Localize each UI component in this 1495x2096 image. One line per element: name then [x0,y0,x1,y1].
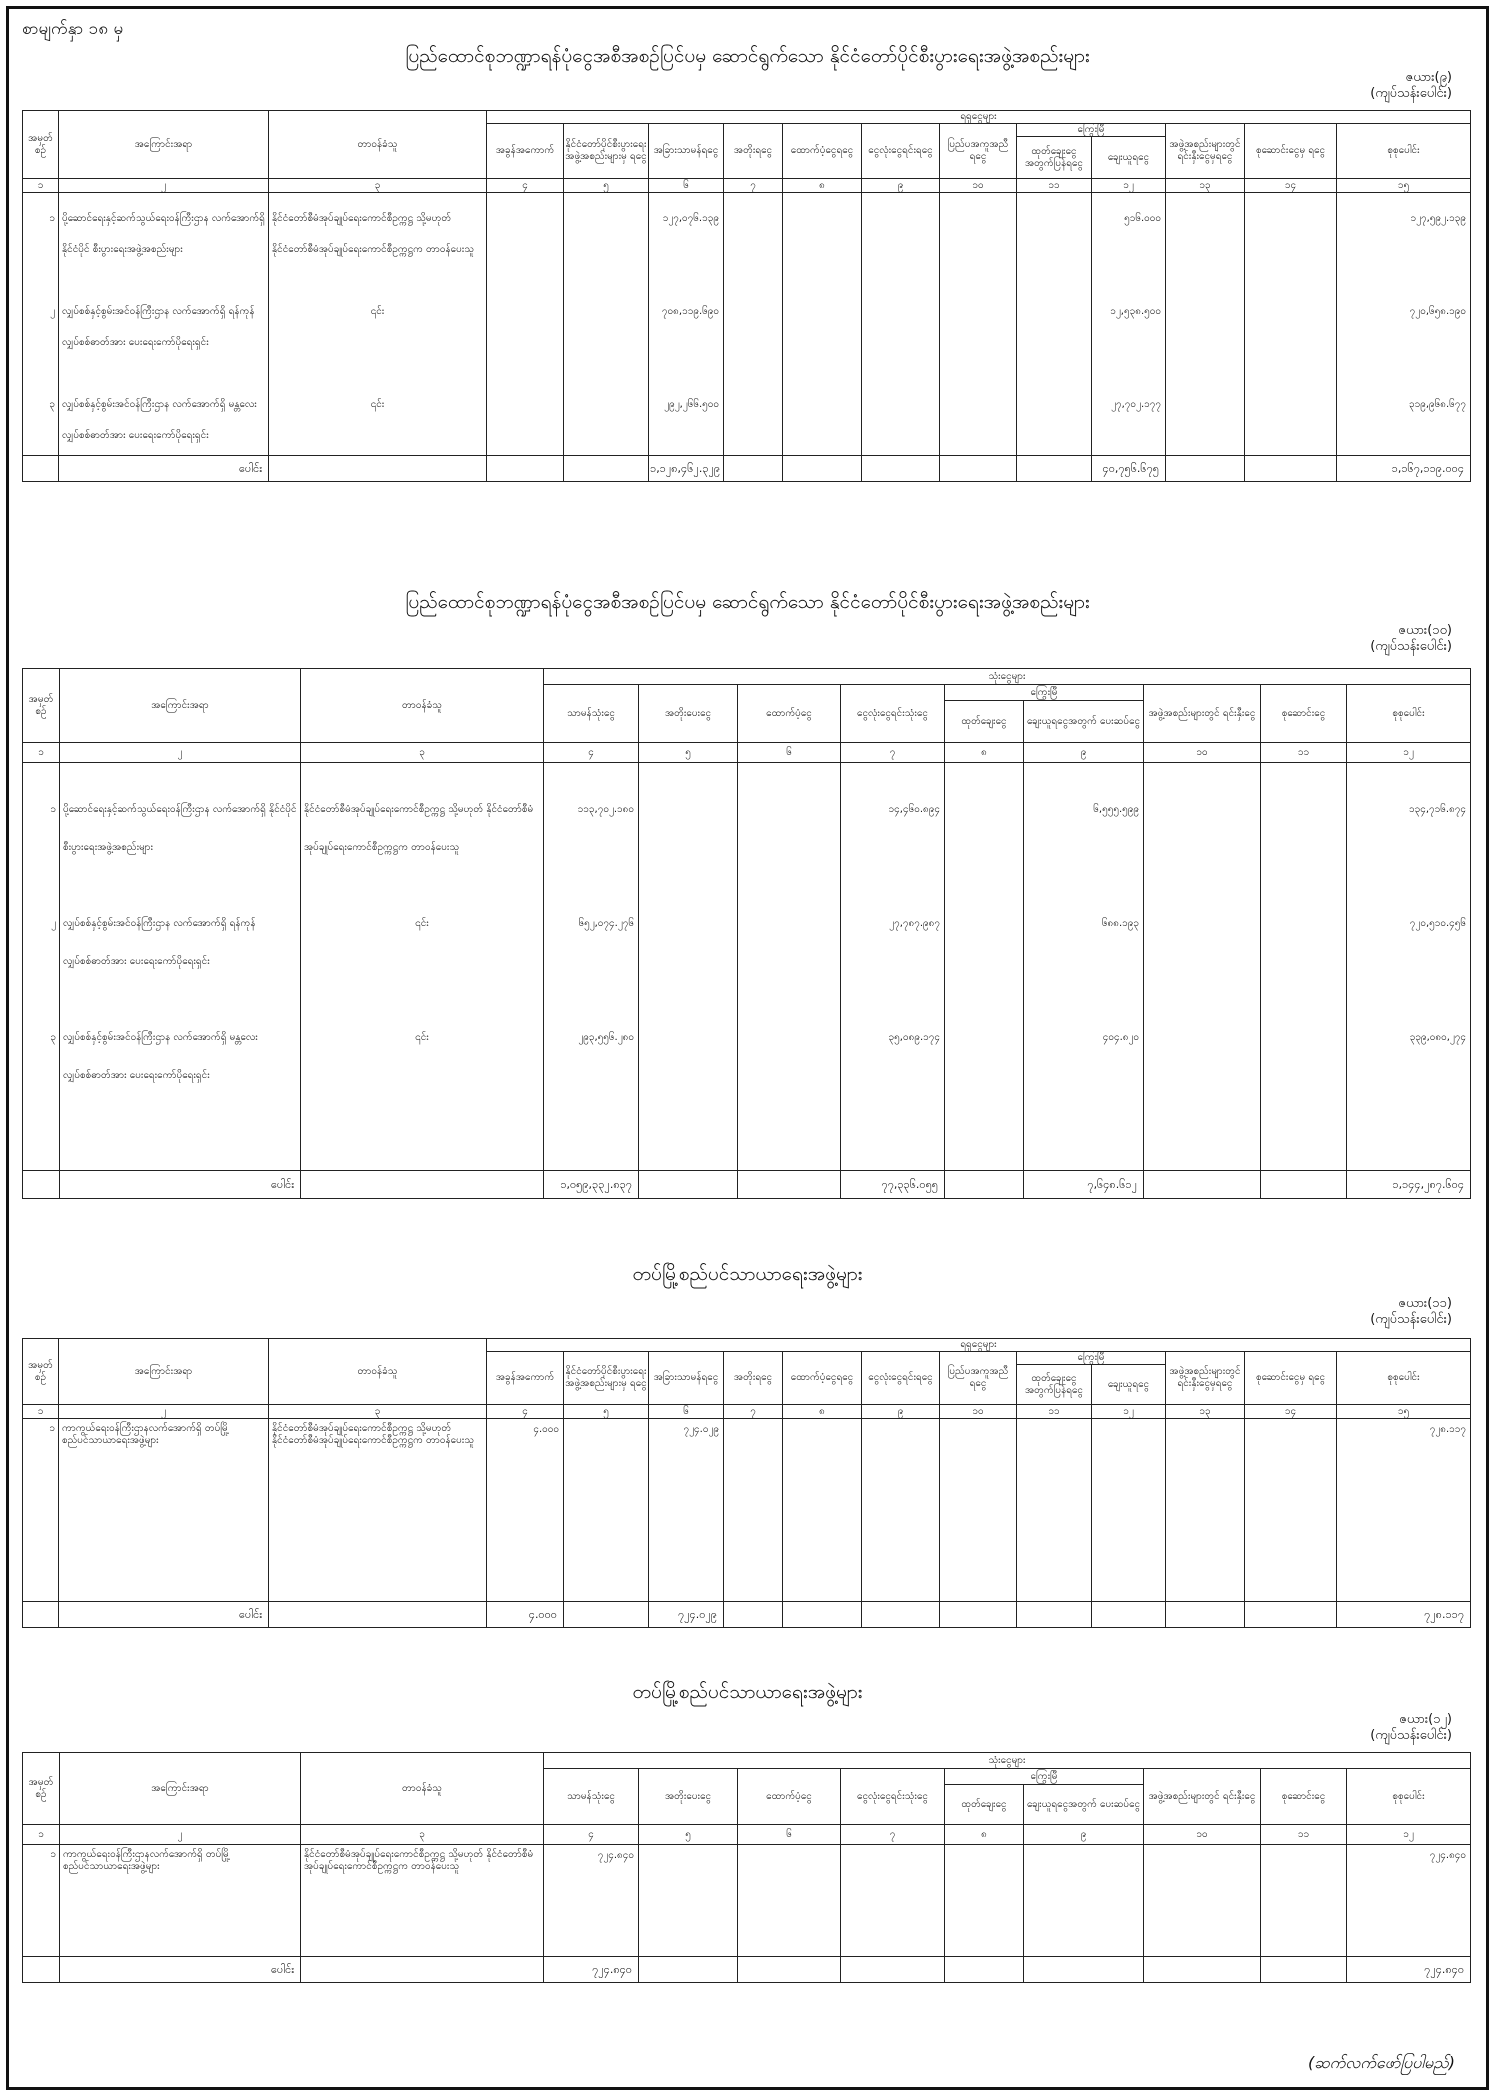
table-row: ၁ ၂ ၃ ပို့ဆောင်ရေးနှင့်ဆက်သွယ်ရေးဝန်ကြီးဌာန လက်အောက်ရှိ နိုင်ငံပိုင် စီးပွားရေးအဖွဲ့အစည်းများ လျှပ်စစ်နှင့်စွမ်းအင်ဝန်ကြီးဌာန လက်အောက်ရှိ ရန်ကုန်လျှပ်စစ်ဓာတ်အား ပေးရေးကော်ပိုရေးရှင်း လျှပ်စစ်နှင့်စွမ်းအင်ဝန်ကြီးဌာန လက်အောက်ရှိ မန္တလေးလျှပ်စစ်ဓာတ်အား ပေးရေးကော်ပိုရေးရှင်း နိုင်ငံတော်စီမံအုပ်ချုပ်ရေးကောင်စီဥက္ကဋ္ဌ သို့မဟုတ် နိုင်ငံတော်စီမံအုပ်ချုပ်ရေးကောင်စီဥက္ကဋ္ဌက တာဝန်ပေးသူ ၎င်း ၎င်း ၁၂၇,၀၇၆.၁၃၉ ၇၀၈,၁၁၉.၆၉၀ ၂၉၂,၂၆၆.၅၀၀ ၅၁၆.၀၀၀ ၁၂,၅၃၈.၅၀၀ ၂၇,၇၀၂.၁၇၇ ၁၂၇,၅၉၂.၁၃၉ ၇၂၀,၆၅၈.၁၉၀ ၃၁၉,၉၆၈.၆၇၇ [23,193,1471,456]
col-header: နိုင်ငံတော်ပိုင်စီးပွားရေးအဖွဲ့အစည်းများမှ ရငွေ [564,1352,649,1405]
table-row: ၁ ကာကွယ်ရေးဝန်ကြီးဌာနလက်အောက်ရှိ တပ်မြို့စည်ပင်သာယာရေးအဖွဲ့များ နိုင်ငံတော်စီမံအုပ်ချုပ်ရေးကောင်စီဥက္ကဋ္ဌ သို့မဟုတ် နိုင်ငံတော်စီမံအုပ်ချုပ်ရေးကောင်စီဥက္ကဋ္ဌက တာဝန်ပေးသူ ၄.၀၀၀ ၇၂၄.၀၂၉ ၇၂၈.၁၁၇ [23,1419,1471,1602]
col-header: အဖွဲ့အစည်းများတွင် ရင်းနှီးငွေ [1144,685,1261,743]
col-header: သာမန်သုံးငွေ [544,685,639,743]
total-row: ပေါင်း ၁,၁၂၈,၄၆၂.၃၂၉ ၄၀,၇၅၆.၆၇၅ ၁,၁၆၇,၁၁၉.၀၀၄ [23,456,1471,482]
schedule-label: ဇယား(၉) (ကျပ်သန်းပေါင်း) [1370,70,1452,101]
col-serial: အမှတ်စဉ် [23,669,60,743]
column-number-row: ၁ ၂ ၃ ၄ ၅ ၆ ၇ ၈ ၉ ၁၀ ၁၁ ၁၂ [23,1825,1471,1845]
col-header: အတိုးရငွေ [724,1352,783,1405]
col-header: စုဆောင်းငွေ [1261,685,1347,743]
expense-group-header: သုံးငွေများ [544,1753,1471,1769]
total-row: ပေါင်း ၁,၀၅၉,၃၃၂.၈၃၇ ၇၇,၃၃၆.၀၅၅ ၇,၆၄၈.၆၁၂ ၁,၁၄၄,၂၈၇.၆၀၄ [23,1171,1471,1199]
col-header: အတိုးပေးငွေ [639,685,738,743]
receipts-group-header: ရရှငွေများ [487,1339,1471,1352]
total-row: ပေါင်း ၇၂၄.၈၄၀ ၇၂၄.၈၄၀ [23,1957,1471,1983]
col-resp: တာဝန်ခံသူ [269,111,487,179]
schedule-label: ဇယား(၁၁) (ကျပ်သန်းပေါင်း) [1370,1296,1452,1327]
column-number-row: ၁ ၂ ၃ ၄ ၅ ၆ ၇ ၈ ၉ ၁၀ ၁၁ ၁၂ [23,743,1471,763]
col-resp: တာဝန်ခံသူ [269,1339,487,1405]
expenditure-table-12 [22,1752,1471,1983]
col-header: ထုတ်ချေးငွေ [945,701,1024,743]
col-header: ချေးယူရငွေ [1092,137,1166,179]
col-header: ထောက်ပံ့ငွေရငွေ [783,1352,862,1405]
col-header: ထုတ်ချေးငွေ အတွက်ပြန်ရငွေ [1017,137,1092,179]
column-number-row: ၁ ၂ ၃ ၄ ၅ ၆ ၇ ၈ ၉ ၁၀ ၁၁ ၁၂ ၁၃ ၁၄ ၁၅ [23,179,1471,193]
col-header: စုဆောင်းငွေမှ ရငွေ [1245,1352,1337,1405]
table-row: ၁ ကာကွယ်ရေးဝန်ကြီးဌာနလက်အောက်ရှိ တပ်မြို့စည်ပင်သာယာရေးအဖွဲ့များ နိုင်ငံတော်စီမံအုပ်ချုပ်ရေးကောင်စီဥက္ကဋ္ဌ သို့မဟုတ် နိုင်ငံတော်စီမံအုပ်ချုပ်ရေးကောင်စီဥက္ကဋ္ဌက တာဝန်ပေးသူ ၇၂၄.၈၄၀ ၇၂၄.၈၄၀ [23,1845,1471,1957]
col-header: အခြားသာမန်ရငွေ [649,124,724,179]
col-resp: တာဝန်ခံသူ [301,1753,544,1825]
col-header: အခြားသာမန်ရငွေ [649,1352,724,1405]
col-header: သာမန်သုံးငွေ [544,1769,639,1825]
table-row: ၁ ၂ ၃ ပို့ဆောင်ရေးနှင့်ဆက်သွယ်ရေးဝန်ကြီးဌာန လက်အောက်ရှိ နိုင်ငံပိုင် စီးပွားရေးအဖွဲ့အစည်းများ လျှပ်စစ်နှင့်စွမ်းအင်ဝန်ကြီးဌာန လက်အောက်ရှိ ရန်ကုန်လျှပ်စစ်ဓာတ်အား ပေးရေးကော်ပိုရေးရှင်း လျှပ်စစ်နှင့်စွမ်းအင်ဝန်ကြီးဌာန လက်အောက်ရှိ မန္တလေးလျှပ်စစ်ဓာတ်အား ပေးရေးကော်ပိုရေးရှင်း နိုင်ငံတော်စီမံအုပ်ချုပ်ရေးကောင်စီဥက္ကဋ္ဌ သို့မဟုတ် နိုင်ငံတော်စီမံအုပ်ချုပ်ရေးကောင်စီဥက္ကဋ္ဌက တာဝန်ပေးသူ ၎င်း ၎င်း ၁၁၃,၇၀၂.၁၈၀ ၆၅၂,၀၇၄.၂၇၆ ၂၉၃,၅၅၆.၂၈၀ ၁၄,၄၆၀.၈၉၄ ၂၇,၇၈၇.၉၈၇ ၃၅,၀၈၉.၁၇၄ ၆,၅၅၅.၅၉၉ ၆၈၈.၁၉၃ ၄၀၄.၈၂၀ ၁၃၄,၇၁၆.၈၇၄ ၇၂၀,၅၁၀.၄၅၆ ၃၃၉,၀၈၀,၂၇၄ [23,763,1471,1171]
loan-group-header: ကြွေးမြီ [945,685,1144,701]
col-header: ငွေလုံးငွေရင်းသုံးငွေ [841,1769,945,1825]
loan-group-header: ကြွေးမြီ [945,1769,1144,1785]
col-header: စုဆောင်းငွေ [1261,1769,1347,1825]
receipts-table-9 [22,110,1471,482]
col-header: အတိုးပေးငွေ [639,1769,738,1825]
col-header: စုစုပေါင်း [1347,1769,1471,1825]
col-header: ငွေလုံးငွေရင်းရငွေ [862,1352,940,1405]
schedule-label: ဇယား(၁၂) (ကျပ်သန်းပေါင်း) [1370,1712,1452,1743]
receipts-table-11 [22,1338,1471,1628]
col-header: စုဆောင်းငွေမှ ရငွေ [1245,124,1337,179]
section-title: ပြည်ထောင်စုဘဏ္ဍာရန်ပုံငွေအစီအစဉ်ပြင်ပမှ ဆောင်ရွက်သော နိုင်ငံတော်ပိုင်စီးပွားရေးအဖွဲ့အစည်းများ [405,591,1090,613]
continued-note: (ဆက်လက်ဖော်ပြပါမည်) [1308,2053,1455,2072]
col-header: ချေးယူရငွေအတွက် ပေးဆပ်ငွေ [1024,1785,1144,1825]
col-header: အဖွဲ့အစည်းများတွင် ရင်းနှီးငွေမှရငွေ [1166,1352,1245,1405]
col-header: ချေးယူရငွေ [1092,1365,1166,1405]
col-header: ထောက်ပံ့ငွေ [738,685,841,743]
col-header: အဖွဲ့အစည်းများတွင် ရင်းနှီးငွေမှရငွေ [1166,124,1245,179]
receipts-group-header: ရရှငွေများ [487,111,1471,124]
col-desc: အကြောင်းအရာ [60,1753,301,1825]
col-header: စုစုပေါင်း [1347,685,1471,743]
col-header: ငွေလုံးငွေရင်းသုံးငွေ [841,685,945,743]
col-serial: အမှတ်စဉ် [23,111,59,179]
section-title: ပြည်ထောင်စုဘဏ္ဍာရန်ပုံငွေအစီအစဉ်ပြင်ပမှ ဆောင်ရွက်သော နိုင်ငံတော်ပိုင်စီးပွားရေးအဖွဲ့အစည်းများ [405,45,1090,67]
loan-group-header: ကြွေးမြီ [1017,1352,1166,1365]
col-header: နိုင်ငံတော်ပိုင်စီးပွားရေးအဖွဲ့အစည်းများမှ ရငွေ [564,124,649,179]
col-serial: အမှတ်စဉ် [23,1339,59,1405]
total-row: ပေါင်း ၄.၀၀၀ ၇၂၄.၀၂၉ ၇၂၈.၁၁၇ [23,1602,1471,1628]
col-desc: အကြောင်းအရာ [59,111,269,179]
col-header: အခွန်အကောက် [487,1352,564,1405]
loan-group-header: ကြွေးမြီ [1017,124,1166,137]
col-resp: တာဝန်ခံသူ [301,669,544,743]
schedule-label: ဇယား(၁၀) (ကျပ်သန်းပေါင်း) [1370,623,1452,654]
col-header: ချေးယူရငွေအတွက် ပေးဆပ်ငွေ [1024,701,1144,743]
column-number-row: ၁ ၂ ၃ ၄ ၅ ၆ ၇ ၈ ၉ ၁၀ ၁၁ ၁၂ ၁၃ ၁၄ ၁၅ [23,1405,1471,1419]
col-header: ပြည်ပအကူအညီ ရငွေ [940,124,1017,179]
page-reference: စာမျက်နှာ ၁၈ မှ [22,19,124,39]
expense-group-header: သုံးငွေများ [544,669,1471,685]
col-header: ထောက်ပံ့ငွေရငွေ [783,124,862,179]
col-desc: အကြောင်းအရာ [59,1339,269,1405]
col-header: ထုတ်ချေးငွေ အတွက်ပြန်ရငွေ [1017,1365,1092,1405]
col-header: အတိုးရငွေ [724,124,783,179]
col-header: စုစုပေါင်း [1337,1352,1471,1405]
col-header: အဖွဲ့အစည်းများတွင် ရင်းနှီးငွေ [1144,1769,1261,1825]
col-header: ပြည်ပအကူအညီ ရငွေ [940,1352,1017,1405]
col-desc: အကြောင်းအရာ [60,669,301,743]
expenditure-table-10 [22,668,1471,1199]
section-title: တပ်မြို့စည်ပင်သာယာရေးအဖွဲ့များ [632,1263,863,1285]
col-header: ငွေလုံးငွေရင်းရငွေ [862,124,940,179]
section-title: တပ်မြို့စည်ပင်သာယာရေးအဖွဲ့များ [632,1681,863,1703]
col-header: အခွန်အကောက် [487,124,564,179]
col-header: ထုတ်ချေးငွေ [945,1785,1024,1825]
col-header: ထောက်ပံ့ငွေ [738,1769,841,1825]
col-header: စုစုပေါင်း [1337,124,1471,179]
col-serial: အမှတ်စဉ် [23,1753,60,1825]
